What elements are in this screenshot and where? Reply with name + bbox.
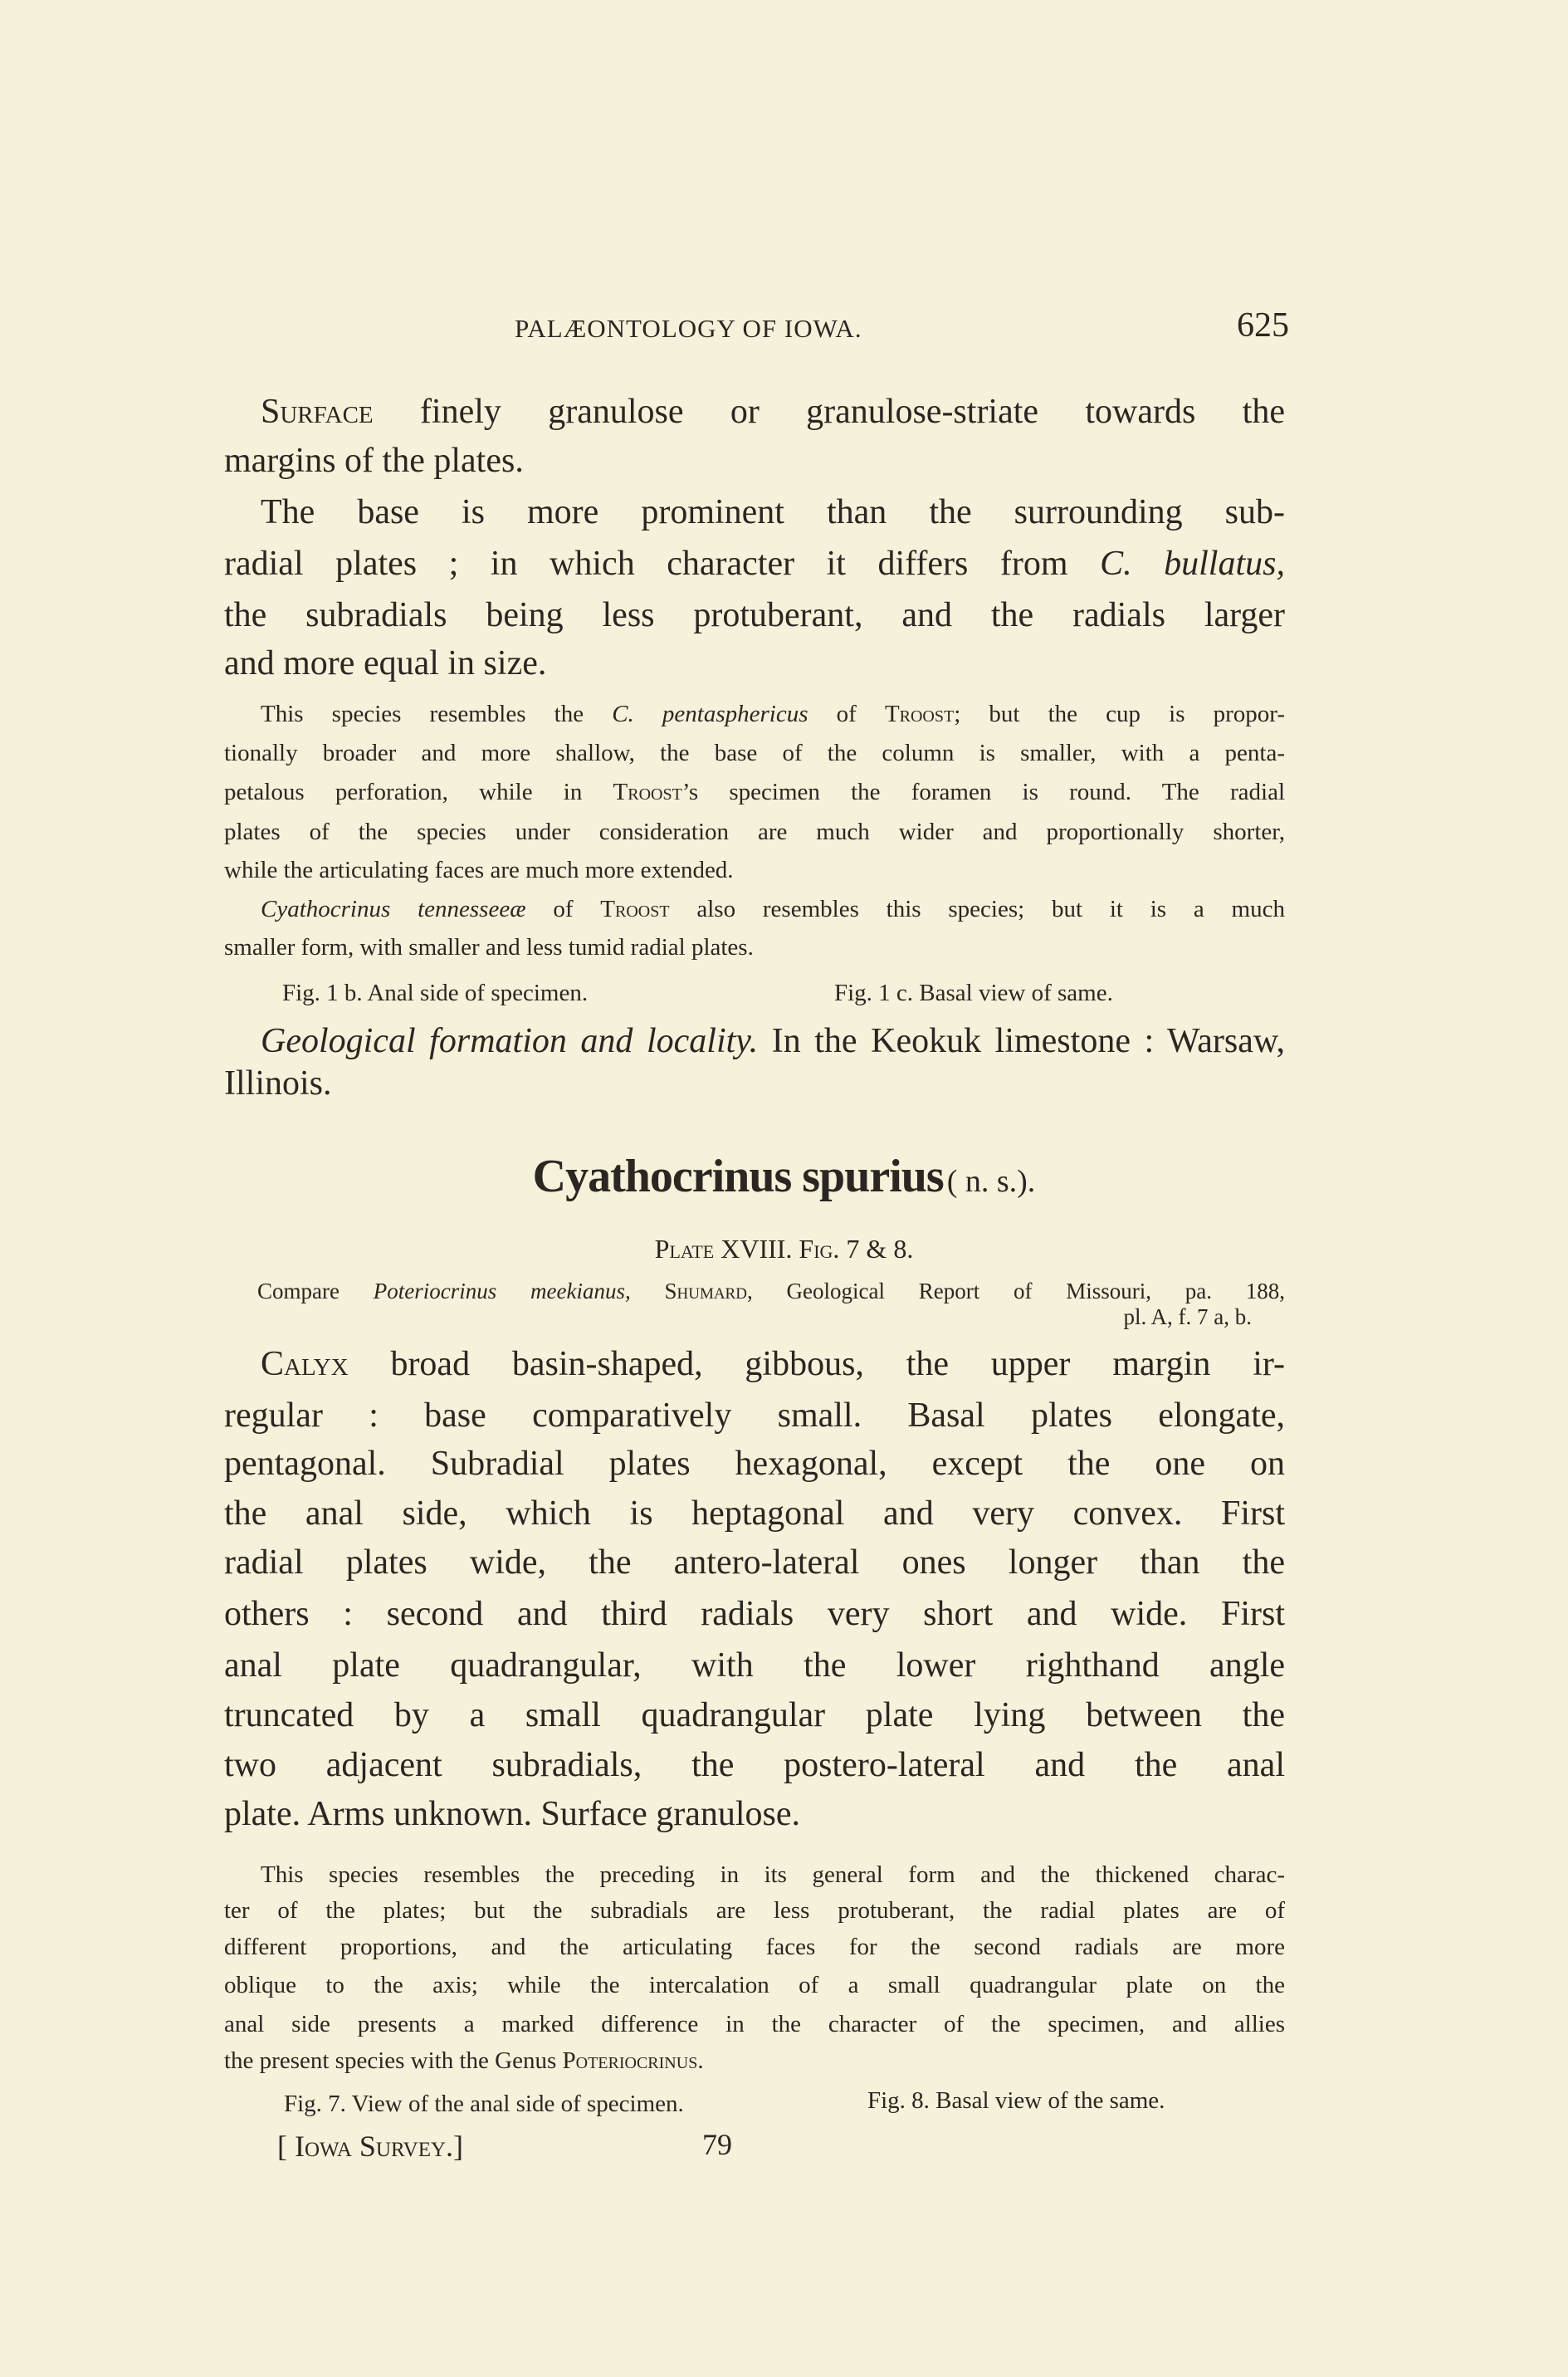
figure-caption-7: Fig. 7. View of the anal side of specimen. [284, 2091, 684, 2117]
text-segment: radial plates wide, the antero-lateral ones longer than the [224, 1543, 1285, 1582]
text-line [224, 815, 1285, 849]
text-segment: The base is more prominent than the surrounding sub- [261, 492, 1285, 531]
species-name: Cyathocrinus spurius [532, 1151, 944, 1202]
species-note: ( n. s.). [946, 1164, 1036, 1199]
text-segment: of [525, 896, 601, 922]
text-segment: anal side presents a marked difference in the character of the specimen, and allies [224, 2011, 1285, 2038]
plate-reference: Plate XVIII. Fig. 7 & 8. [654, 1234, 914, 1264]
text-segment: finely granulose or granulose-striate towards the [373, 393, 1285, 432]
text-segment: ter of the plates; but the subradials are less protuberant, the radial plates are of [224, 1897, 1285, 1925]
text-segment: truncated by a small quadrangular plate lying between the [224, 1695, 1285, 1734]
text-line [224, 736, 1285, 770]
text-segment: tionally broader and more shallow, the base of the column is smaller, with a penta- [224, 740, 1285, 767]
text-line [261, 1341, 1285, 1387]
text-segment: broad basin-shaped, gibbous, the upper margin ir- [348, 1344, 1285, 1383]
text-line [224, 1791, 1285, 1837]
text-line [224, 931, 1285, 964]
text-segment: In the Keokuk limestone : Warsaw, [758, 1021, 1285, 1060]
text-segment: the anal side, which is heptagonal and very convex. First [224, 1494, 1285, 1533]
text-line [224, 1392, 1285, 1439]
text-segment: anal plate quadrangular, with the lower righthand angle [224, 1646, 1285, 1685]
text-line [224, 1490, 1285, 1537]
signature-number: 79 [702, 2128, 732, 2161]
text-line [261, 697, 1285, 731]
figure-caption-8: Fig. 8. Basal view of the same. [867, 2087, 1165, 2114]
signature-mark: [ Iowa Survey.] [277, 2130, 464, 2163]
text-segment: This species resembles the preceding in its general form and the thickened charac- [261, 1861, 1285, 1888]
small-caps-text: Troost [884, 700, 955, 727]
page-number: 625 [1237, 306, 1289, 345]
text-line [224, 853, 1285, 887]
text-segment: and more equal in size. [224, 644, 547, 683]
text-segment: ; but the cup is propor- [954, 700, 1285, 727]
text-line [224, 2008, 1285, 2041]
compare-species: Poteriocrinus meekianus, [373, 1279, 631, 1303]
compare-line2: pl. A, f. 7 a, b. [1123, 1304, 1252, 1329]
text-segment: plate. Arms unknown. Surface granulose. [224, 1794, 801, 1833]
small-caps-text: Surface [261, 393, 374, 432]
text-segment: . [697, 2047, 704, 2074]
text-line [224, 1969, 1285, 2002]
compare-reference [257, 1279, 1285, 1330]
text-segment: the present species with the Genus [224, 2047, 563, 2074]
text-segment: while the articulating faces are much more extended. [224, 856, 734, 883]
text-line [261, 893, 1285, 926]
running-title: PALÆONTOLOGY OF IOWA. [515, 314, 862, 343]
text-segment: This species resembles the [261, 700, 613, 727]
text-segment: plates of the species under consideration are much wider and proportionally shorter, [224, 818, 1285, 845]
text-segment: others : second and third radials very short and wide. First [224, 1594, 1285, 1633]
text-line [224, 592, 1285, 638]
text-line [224, 1440, 1285, 1487]
text-line [261, 1858, 1285, 1891]
italic-text: C. bullatus, [1100, 544, 1285, 583]
small-caps-text: Calyx [261, 1344, 349, 1383]
text-line [224, 1591, 1285, 1637]
figure-caption-1c: Fig. 1 c. Basal view of same. [834, 980, 1113, 1006]
text-segment: different proportions, and the articulating faces for the second radials are more [224, 1934, 1285, 1961]
text-line [224, 1930, 1285, 1964]
text-segment: margins of the plates. [224, 441, 524, 480]
italic-text: Geological formation and locality. [261, 1021, 759, 1060]
text-line [261, 389, 1285, 435]
text-line [224, 1692, 1285, 1739]
text-line [261, 1018, 1285, 1064]
text-line [224, 640, 1285, 687]
text-line [224, 438, 1285, 484]
text-segment: two adjacent subradials, the postero-lateral and the anal [224, 1746, 1285, 1785]
text-segment: petalous perforation, while in [224, 779, 613, 806]
text-line [224, 540, 1285, 587]
small-caps-text: Troost [613, 779, 682, 806]
small-caps-text: Troost [600, 896, 670, 922]
species-heading [0, 1150, 1568, 1203]
text-segment: smaller form, with smaller and less tumid radial plates. [224, 933, 754, 961]
text-segment: also resembles this species; but it is a much [669, 896, 1285, 922]
text-segment: radial plates ; in which character it differs from [224, 544, 1101, 583]
text-segment: oblique to the axis; while the intercalation of a small quadrangular plate on the [224, 1971, 1285, 1998]
text-line [224, 1742, 1285, 1788]
text-line [224, 1642, 1285, 1689]
italic-text: Cyathocrinus tennesseeæ [261, 896, 526, 922]
compare-prefix: Compare [257, 1279, 374, 1303]
text-line [224, 1060, 1285, 1107]
italic-text: C. pentasphericus [612, 700, 808, 727]
text-segment: Illinois. [224, 1064, 332, 1103]
text-segment: pentagonal. Subradial plates hexagonal, except the one on [224, 1444, 1285, 1483]
text-segment: of [808, 700, 885, 727]
text-line [224, 1894, 1285, 1927]
text-line [261, 489, 1285, 536]
text-segment: ’s specimen the foramen is round. The radial [681, 779, 1285, 806]
small-caps-text: Poteriocrinus [562, 2047, 698, 2074]
figure-caption-1b: Fig. 1 b. Anal side of specimen. [282, 980, 589, 1006]
text-line [224, 1539, 1285, 1586]
text-line [224, 775, 1285, 809]
text-line [224, 2044, 1285, 2077]
text-segment: the subradials being less protuberant, and the radials larger [224, 595, 1285, 634]
compare-source: Geological Report of Missouri, pa. 188, [752, 1279, 1286, 1303]
compare-author: Shumard, [630, 1279, 753, 1303]
text-segment: regular : base comparatively small. Basal plates elongate, [224, 1396, 1285, 1435]
